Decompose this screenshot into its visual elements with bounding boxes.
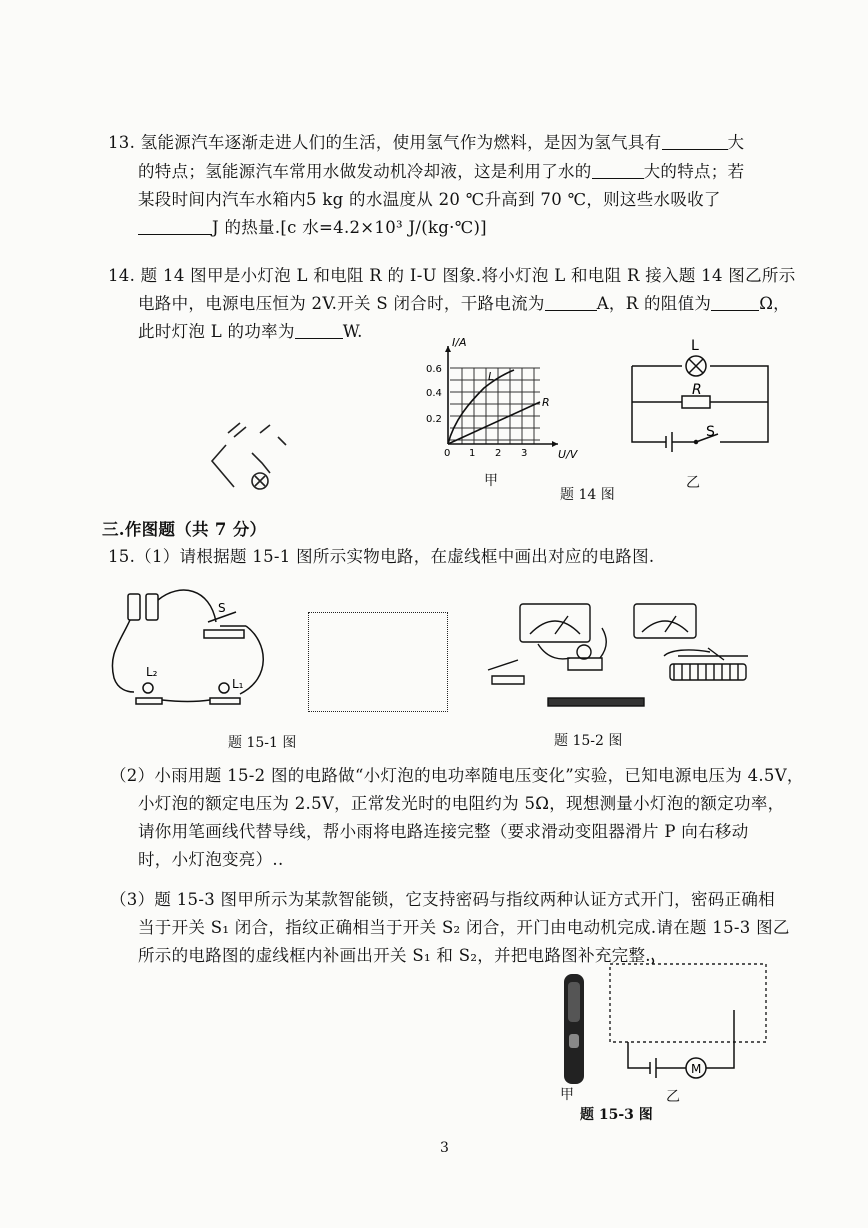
- q13-line1: 13. 氢能源汽车逐渐走进人们的生活，使用氢气作为燃料，是因为氢气具有 大: [108, 133, 745, 152]
- q14-blank-3[interactable]: [295, 320, 343, 339]
- q13-line3: 某段时间内汽车水箱内5 kg 的水温度从 20 ℃升高到 70 ℃，则这些水吸收了: [138, 190, 721, 209]
- motor-label: M: [691, 1062, 702, 1076]
- graph-ytick-02: 0.2: [426, 414, 442, 425]
- q13-line4: J 的热量.[c 水=4.2×10³ J/(kg·℃)]: [138, 214, 487, 242]
- q14-blank-2[interactable]: [711, 292, 759, 311]
- q15-part2-line1: （2）小雨用题 15-2 图的电路做“小灯泡的电功率随电压变化”实验，已知电源电压为 4.5V，: [110, 766, 804, 785]
- q15-part1: 15.（1）请根据题 15-1 图所示实物电路，在虚线框中画出对应的电路图.: [108, 547, 655, 566]
- q14-circuit: [622, 332, 782, 462]
- graph-ytick-04: 0.4: [426, 388, 442, 399]
- q14-line3: 此时灯泡 L 的功率为 W.: [138, 322, 363, 341]
- fig15-2-caption: 题 15-2 图: [554, 733, 623, 749]
- q15-part2-line2: 小灯泡的额定电压为 2.5V，正常发光时的电阻约为 5Ω，现想测量小灯泡的额定功率，: [138, 794, 785, 813]
- circuit-lamp-label: L: [691, 338, 699, 354]
- q14-cap-yi: 乙: [686, 475, 700, 491]
- q15-3-dashed-box[interactable]: [610, 964, 766, 1042]
- q14-caption: 题 14 图: [560, 487, 615, 503]
- q15-part3-line2: 当于开关 S₁ 闭合，指纹正确相当于开关 S₂ 闭合，开门由电动机完成.请在题 15-3 图乙: [138, 918, 790, 937]
- graph-xtick-1: 1: [469, 448, 476, 459]
- fig15-1-lamp1-label: L₁: [232, 677, 244, 691]
- circuit-switch-label: S: [706, 424, 715, 440]
- page-number: 3: [440, 1140, 449, 1156]
- graph-x-label: U/V: [558, 448, 578, 461]
- graph-xtick-3: 3: [521, 448, 528, 459]
- q14-cap-jia: 甲: [484, 473, 498, 489]
- q15-1-answer-box[interactable]: [308, 612, 448, 712]
- fig15-1-lamp2-label: L₂: [146, 665, 158, 679]
- q15-part3-line1: （3）题 15-3 图甲所示为某款智能锁，它支持密码与指纹两种认证方式开门，密码正确相: [110, 890, 775, 909]
- graph-xtick-0: 0: [444, 448, 451, 459]
- fig15-3-cap-yi: 乙: [666, 1089, 680, 1105]
- q15-part2-line4: 时，小灯泡变亮）..: [138, 850, 284, 869]
- graph-curve-L-label: L: [488, 370, 495, 383]
- circuit-resistor-label: R: [692, 382, 702, 398]
- q13-line2: 的特点；氢能源汽车常用水做发动机冷却液，这是利用了水的 大的特点；若: [138, 162, 745, 181]
- fig15-3-caption: 题 15-3 图: [580, 1107, 653, 1123]
- fig15-1-switch-label: S: [218, 601, 226, 615]
- q15-part2-line3: 请你用笔画线代替导线，帮小雨将电路连接完整（要求滑动变阻器滑片 P 向右移动: [138, 822, 749, 841]
- graph-xtick-2: 2: [495, 448, 502, 459]
- fig15-2-apparatus: [478, 598, 778, 722]
- q14-line1: 14. 题 14 图甲是小灯泡 L 和电阻 R 的 I-U 图象.将小灯泡 L 和电阻 R 接入题 14 图乙所示: [108, 266, 796, 285]
- graph-ytick-06: 0.6: [426, 364, 442, 375]
- fig15-1-caption: 题 15-1 图: [228, 735, 297, 751]
- q13-blank-1[interactable]: [662, 131, 728, 150]
- q13-blank-3[interactable]: [138, 216, 212, 235]
- fig15-1-circuit: [100, 582, 280, 712]
- graph-line-R-label: R: [542, 396, 550, 409]
- fig15-3-circuit: [600, 958, 780, 1088]
- smart-lock-image: [556, 972, 596, 1092]
- stray-sketch: [200, 415, 300, 500]
- fig15-3-cap-jia: 甲: [560, 1087, 574, 1103]
- section-3-title: 三.作图题（共 7 分）: [102, 520, 267, 539]
- q14-line2: 电路中，电源电压恒为 2V.开关 S 闭合时，干路电流为 A，R 的阻值为 Ω，: [138, 294, 790, 313]
- q14-blank-1[interactable]: [545, 292, 597, 311]
- iu-graph: [418, 332, 578, 462]
- q15-part3-line3: 所示的电路图的虚线框内补画出开关 S₁ 和 S₂，并把电路图补充完整.: [138, 946, 651, 965]
- q13-blank-2[interactable]: [592, 160, 644, 179]
- graph-y-label: I/A: [452, 336, 467, 349]
